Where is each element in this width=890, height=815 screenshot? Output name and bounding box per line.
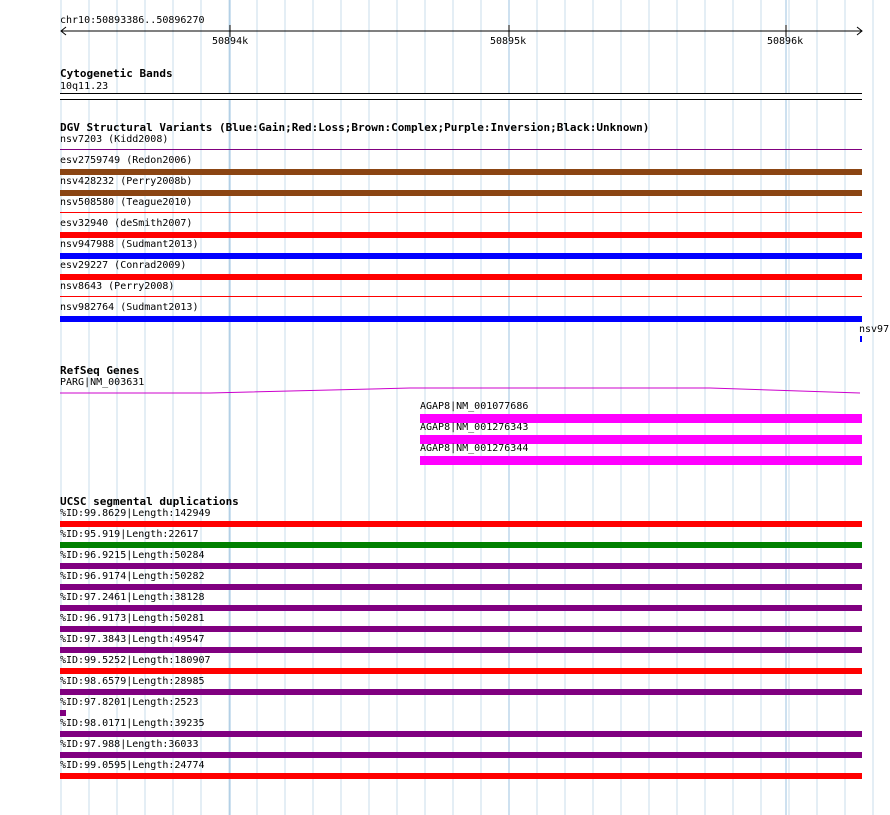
agap8-transcript-label: AGAP8|NM_001276344 <box>420 443 529 454</box>
dgv-overflow-label: nsv97 <box>859 324 890 335</box>
cytoband-bar[interactable] <box>60 93 862 100</box>
dgv-feature-label: nsv8643 (Perry2008) <box>60 281 175 292</box>
dgv-feature-label: nsv947988 (Sudmant2013) <box>60 239 199 250</box>
segdup-feature-label: %ID:99.0595|Length:24774 <box>60 760 205 771</box>
dgv-feature-label: nsv982764 (Sudmant2013) <box>60 302 199 313</box>
segdup-feature-label: %ID:99.8629|Length:142949 <box>60 508 211 519</box>
segdup-feature-label: %ID:95.919|Length:22617 <box>60 529 199 540</box>
ruler-tick-label: 50894k <box>212 36 249 47</box>
dgv-feature-bar[interactable] <box>60 190 862 196</box>
segdup-feature-bar[interactable] <box>60 752 862 758</box>
parg-gene-model[interactable] <box>0 386 890 398</box>
ruler-tick-label: 50895k <box>490 36 527 47</box>
dgv-feature-label: nsv508580 (Teague2010) <box>60 197 193 208</box>
segdup-feature-label: %ID:97.988|Length:36033 <box>60 739 199 750</box>
agap8-transcript-label: AGAP8|NM_001276343 <box>420 422 529 433</box>
segdup-feature-label: %ID:96.9173|Length:50281 <box>60 613 205 624</box>
segdup-feature-label: %ID:96.9174|Length:50282 <box>60 571 205 582</box>
dgv-feature-bar[interactable] <box>60 296 862 297</box>
segdup-feature-bar[interactable] <box>60 626 862 632</box>
segdup-feature-bar[interactable] <box>60 647 862 653</box>
segdup-feature-bar[interactable] <box>60 689 862 695</box>
segdup-feature-bar[interactable] <box>60 731 862 737</box>
agap8-transcript-label: AGAP8|NM_001077686 <box>420 401 529 412</box>
dgv-feature-label: nsv428232 (Perry2008b) <box>60 176 193 187</box>
segdup-feature-bar[interactable] <box>60 563 862 569</box>
segdup-feature-label: %ID:96.9215|Length:50284 <box>60 550 205 561</box>
segdup-feature-label: %ID:97.2461|Length:38128 <box>60 592 205 603</box>
dgv-feature-bar[interactable] <box>60 274 862 280</box>
segdup-feature-bar[interactable] <box>60 521 862 527</box>
dgv-feature-bar[interactable] <box>60 232 862 238</box>
segdup-track-title: UCSC segmental duplications <box>60 495 239 508</box>
ruler-axis <box>0 24 890 38</box>
segdup-feature-bar[interactable] <box>60 542 862 548</box>
dgv-feature-label: esv32940 (deSmith2007) <box>60 218 193 229</box>
cytoband-label: 10q11.23 <box>60 81 109 92</box>
dgv-feature-bar[interactable] <box>60 316 862 322</box>
segdup-feature-bar[interactable] <box>60 668 862 674</box>
segdup-feature-label: %ID:97.3843|Length:49547 <box>60 634 205 645</box>
segdup-feature-bar[interactable] <box>60 605 862 611</box>
segdup-feature-bar[interactable] <box>60 773 862 779</box>
dgv-feature-label: nsv7203 (Kidd2008) <box>60 134 169 145</box>
ruler-range-label: chr10:50893386..50896270 <box>60 15 205 26</box>
parg-gene-label: PARG|NM_003631 <box>60 377 145 388</box>
segdup-feature-label: %ID:97.8201|Length:2523 <box>60 697 199 708</box>
dgv-overflow-bar[interactable] <box>860 336 862 342</box>
dgv-feature-bar[interactable] <box>60 149 862 150</box>
refseq-track-title: RefSeq Genes <box>60 364 140 377</box>
dgv-track-title: DGV Structural Variants (Blue:Gain;Red:Loss;Brown:Complex;Purple:Inversion;Black:Unknown) <box>60 121 650 134</box>
segdup-feature-bar[interactable] <box>60 710 66 716</box>
cytoband-track-title: Cytogenetic Bands <box>60 67 173 80</box>
segdup-feature-label: %ID:99.5252|Length:180907 <box>60 655 211 666</box>
dgv-feature-label: esv29227 (Conrad2009) <box>60 260 187 271</box>
segdup-feature-label: %ID:98.6579|Length:28985 <box>60 676 205 687</box>
agap8-transcript-bar[interactable] <box>420 456 862 465</box>
segdup-feature-label: %ID:98.0171|Length:39235 <box>60 718 205 729</box>
dgv-feature-bar[interactable] <box>60 212 862 213</box>
segdup-feature-bar[interactable] <box>60 584 862 590</box>
ruler-tick-label: 50896k <box>767 36 804 47</box>
dgv-feature-bar[interactable] <box>60 253 862 259</box>
dgv-feature-label: esv2759749 (Redon2006) <box>60 155 193 166</box>
dgv-feature-bar[interactable] <box>60 169 862 175</box>
